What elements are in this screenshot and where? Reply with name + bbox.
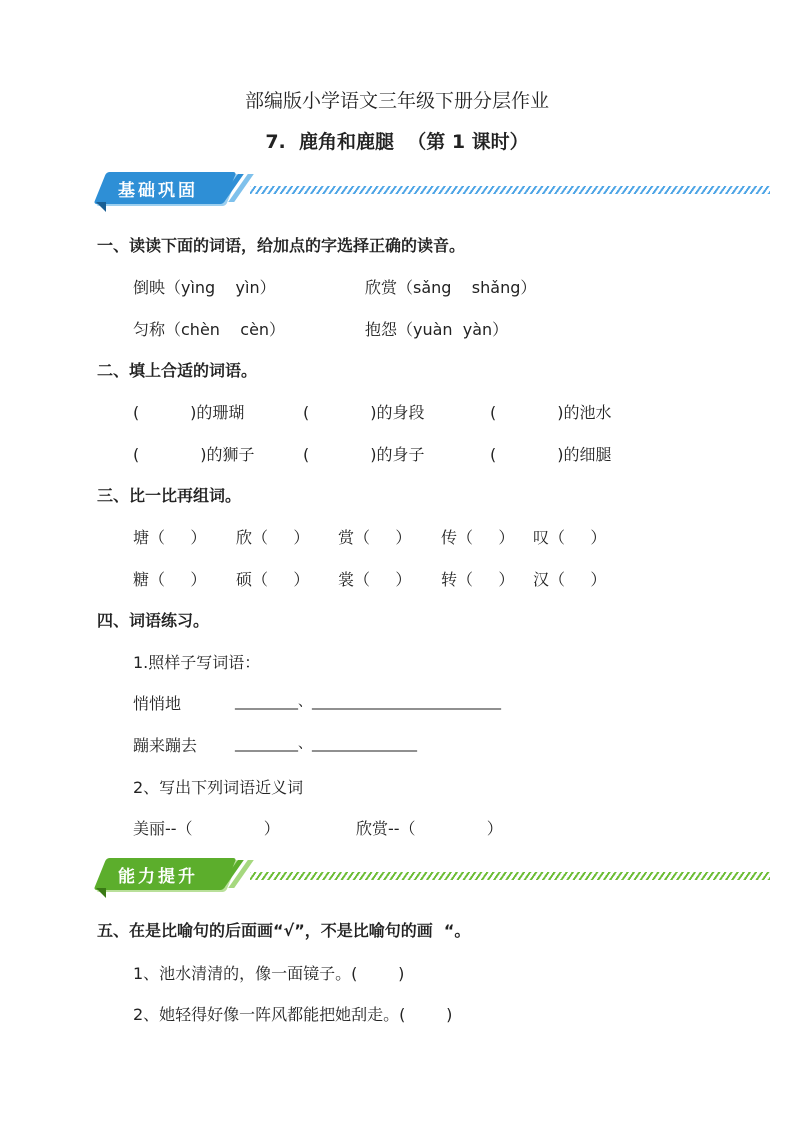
question-3-heading: 三、比一比再组词。 — [97, 486, 242, 505]
q4-blank-line: _________、___________________________ — [235, 694, 501, 710]
q4-example-word: 蹦来蹦去 — [133, 736, 198, 755]
q5-item: 1、池水清清的，像一面镜子。( ) — [133, 964, 405, 983]
q3-item: 欣（ ） — [236, 528, 310, 547]
question-5-heading: 五、在是比喻句的后面画“√”，不是比喻句的画 “。 — [97, 921, 471, 940]
page-title: 部编版小学语文三年级下册分层作业 — [244, 90, 549, 112]
q4-blank-line: _________、_______________ — [235, 736, 417, 752]
q2-blank: ( )的身子 — [303, 445, 425, 464]
lesson-subtitle: 7. 鹿角和鹿腿 （第 1 课时） — [265, 131, 529, 153]
q4-subheading: 1.照样子写词语： — [133, 653, 261, 672]
q3-item: 硕（ ） — [236, 570, 310, 589]
question-2-heading: 二、填上合适的词语。 — [97, 361, 258, 380]
q5-item: 2、她轻得好像一阵风都能把她刮走。( ) — [133, 1005, 453, 1024]
q1-item: 欣赏（sǎng shǎng） — [365, 278, 537, 297]
q2-blank: ( )的池水 — [490, 403, 612, 422]
banner-label: 基础巩固 — [118, 181, 198, 201]
q3-item: 糖（ ） — [133, 570, 207, 589]
q4-synonym-item: 美丽--（ ） — [133, 819, 280, 838]
q3-item: 汉（ ） — [533, 570, 607, 589]
q3-item: 塘（ ） — [133, 528, 207, 547]
q1-item: 倒映（yìng yìn） — [133, 278, 276, 297]
question-1-heading: 一、读读下面的词语，给加点的字选择正确的读音。 — [97, 236, 466, 255]
section-banner-basic — [100, 172, 700, 206]
question-4-heading: 四、词语练习。 — [97, 611, 210, 630]
q2-blank: ( )的细腿 — [490, 445, 612, 464]
q3-item: 传（ ） — [441, 528, 515, 547]
banner-stripe — [250, 872, 770, 880]
q1-item: 抱怨（yuàn yàn） — [365, 320, 509, 339]
banner-label: 能力提升 — [118, 867, 198, 887]
banner-fold — [96, 202, 106, 212]
q1-item: 匀称（chèn cèn） — [133, 320, 286, 339]
q2-blank: ( )的珊瑚 — [133, 403, 245, 422]
q4-example-word: 悄悄地 — [133, 694, 182, 713]
q3-item: 转（ ） — [441, 570, 515, 589]
q4-subheading: 2、写出下列词语近义词 — [133, 778, 304, 797]
banner-stripe — [250, 186, 770, 194]
q4-synonym-item: 欣赏--（ ） — [356, 819, 503, 838]
q2-blank: ( )的狮子 — [133, 445, 255, 464]
q2-blank: ( )的身段 — [303, 403, 425, 422]
banner-fold — [96, 888, 106, 898]
section-banner-advanced — [100, 858, 700, 892]
q3-item: 裳（ ） — [338, 570, 412, 589]
q3-item: 叹（ ） — [533, 528, 607, 547]
q3-item: 赏（ ） — [338, 528, 412, 547]
